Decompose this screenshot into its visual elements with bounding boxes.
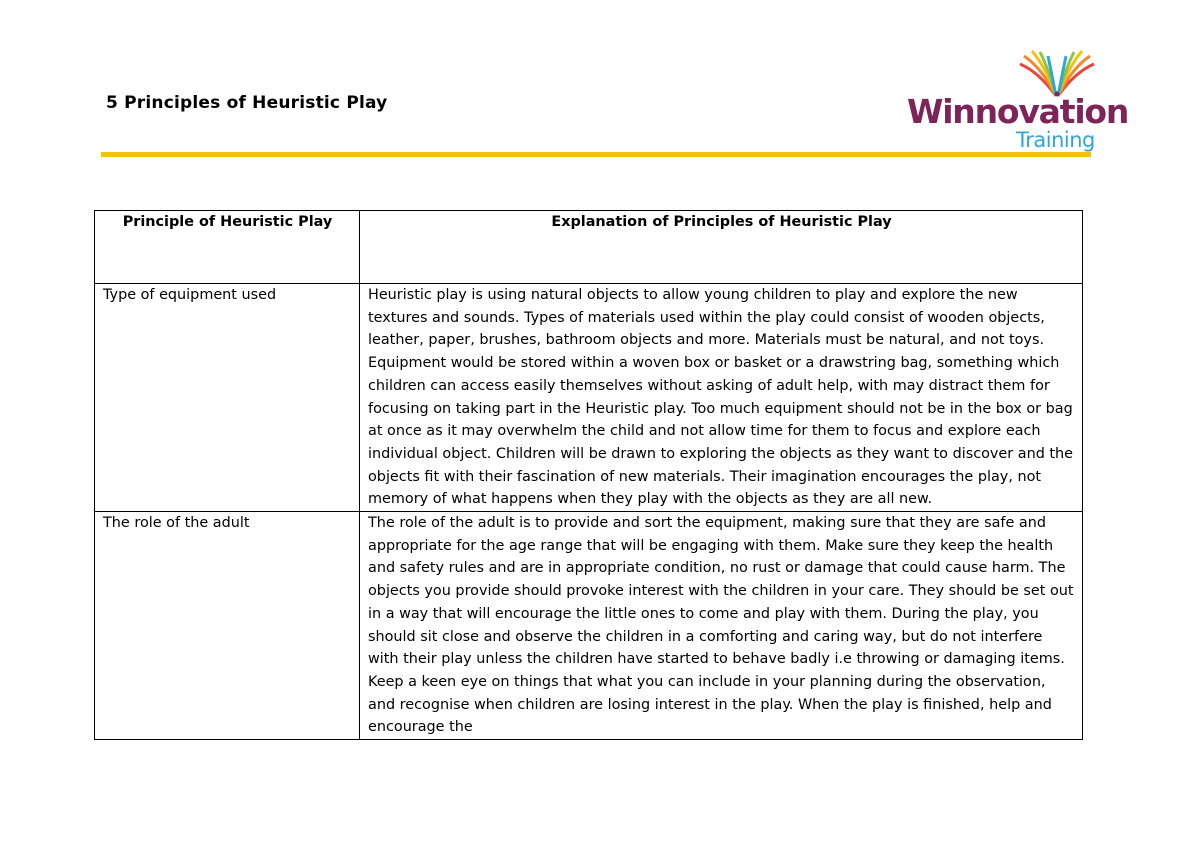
table-row bbox=[95, 284, 1083, 512]
principle-cell: The role of the adult bbox=[95, 512, 360, 740]
explanation-cell: The role of the adult is to provide and sort the equipment, making sure that they are safe and appropriate for the age range that will be engaging with them. Make sure they keep the health and safety rules and are in appropriate condition, no rust or damage that could cause harm. The objects you provide should provoke interest with the children in your care. They should be set out in a way that will encourage the little ones to come and play with them. During the play, you should sit close and observe the children in a comforting and caring way, but do not interfere with their play unless the children have started to behave badly i.e throwing or damaging items. Keep a keen eye on things that what you can include in your planning during the observation, and recognise when children are losing interest in the play. When the play is finished, help and encourage the bbox=[360, 512, 1083, 740]
logo bbox=[904, 48, 1129, 160]
principles-table bbox=[94, 210, 1083, 740]
wings-icon bbox=[1012, 48, 1102, 98]
logo-sub: Training bbox=[1016, 128, 1095, 152]
header-rule bbox=[101, 152, 1091, 157]
table-header-row bbox=[95, 211, 1083, 284]
logo-brand: Winnovation bbox=[907, 92, 1129, 131]
table-row bbox=[95, 512, 1083, 740]
header-principle: Principle of Heuristic Play bbox=[95, 211, 360, 284]
page-title: 5 Principles of Heuristic Play bbox=[106, 93, 388, 113]
header-explanation: Explanation of Principles of Heuristic Play bbox=[360, 211, 1083, 284]
principle-cell: Type of equipment used bbox=[95, 284, 360, 512]
explanation-cell: Heuristic play is using natural objects to allow young children to play and explore the new textures and sounds. Types of materials used within the play could consist of wooden objects, leather, paper, brushes, bathroom objects and more. Materials must be natural, and not toys. Equipment would be stored within a woven box or basket or a drawstring bag, something which children can access easily themselves without asking of adult help, with may distract them for focusing on taking part in the Heuristic play. Too much equipment should not be in the box or bag at once as it may overwhelm the child and not allow time for them to focus and explore each individual object. Children will be drawn to exploring the objects as they want to discover and the objects fit with their fascination of new materials. Their imagination encourages the play, not memory of what happens when they play with the objects as they are all new. bbox=[360, 284, 1083, 512]
